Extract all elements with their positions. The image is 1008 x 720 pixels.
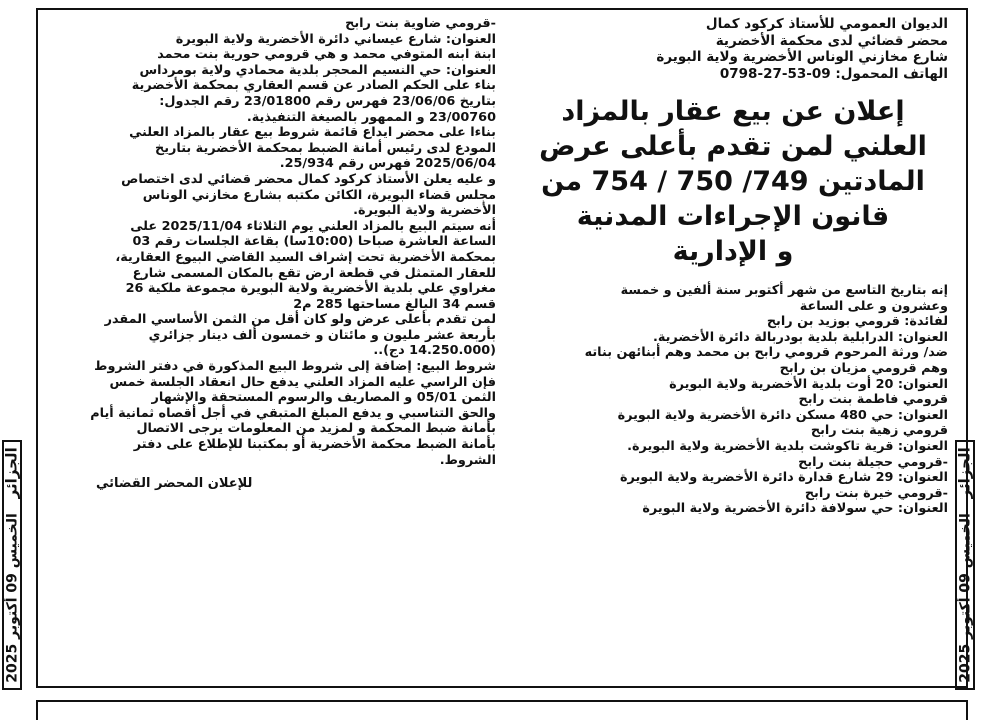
announcement-box — [36, 8, 968, 688]
header-line: الديوان العمومي للأستاذ كركود كمال — [705, 16, 948, 32]
body-line: العنوان: الدرابلية بلدية بودربالة دائرة الأخضرية. — [652, 329, 948, 345]
body-line: العنوان: قرية تاكوشت بلدية الأخضرية ولاية البويرة. — [627, 438, 948, 454]
body-line: لفائدة: قرومي بوزيد بن رابح — [766, 314, 948, 330]
side-strip-left — [2, 440, 22, 690]
body-line: وعشرون و على الساعة — [799, 298, 948, 314]
body-line: (14.250.000 دج).. — [373, 343, 496, 359]
body-line: بمحكمة الأخضرية تحت إشراف السيد القاضي البيوع العقارية، — [115, 249, 496, 265]
title-line: العلني لمن تقدم بأعلى عرض — [539, 131, 927, 162]
body-line: العنوان: شارع عيساني دائرة الأخضرية ولاية البويرة — [175, 31, 496, 47]
body-line: فإن الراسي عليه المزاد العلني يدفع حال انعقاد الجلسة خمس — [109, 374, 496, 390]
body-line: -قرومي حجيلة بنت رابح — [798, 454, 948, 470]
body-line: -قرومي خيرة بنت رابح — [804, 485, 948, 501]
parties-section — [518, 283, 948, 517]
body-line: للعقار المتمثل في قطعة ارض تقع بالمكان المسمى شارع — [132, 265, 496, 281]
body-line: شروط البيع: إضافة إلى شروط البيع المذكورة في دفتر الشروط — [94, 359, 496, 375]
side-strip-left-text — [3, 447, 21, 682]
title-line: و الإدارية — [672, 236, 794, 267]
body-line: الشروط. — [439, 452, 496, 468]
body-line: والحق التناسبي و يدفع المبلغ المتبقي في أجل أقصاه ثمانية أيام — [90, 405, 496, 421]
body-line: بتاريخ 23/06/06 فهرس رقم 23/01800 رقم الجدول: — [159, 93, 496, 109]
body-line: ابنة ابنه المتوفي محمد و هي قرومي حورية بنت محمد — [157, 47, 496, 63]
body-line: العنوان: حي النسيم المحجر بلدية محمادي ولاية بومرداس — [139, 62, 496, 78]
body-line: ضد/ ورثة المرحوم قرومي رابح بن محمد وهم أبنائهن بناته — [584, 345, 948, 361]
body-line: و عليه يعلن الأستاذ كركود كمال محضر قضائي لدى اختصاص — [121, 171, 496, 187]
issue-date: الخميس 09 أكتوبر 2025 — [958, 513, 974, 683]
body-line: قرومي زهية بنت رابح — [810, 423, 948, 439]
body-line: مغراوي علي بلدية الأخضرية ولاية البويرة مجموعة ملكية 26 — [125, 281, 496, 297]
body-line: المودع لدى رئيس أمانة الضبط بمحكمة الأخضرية بتاريخ — [155, 140, 496, 156]
body-line: إنه بتاريخ التاسع من شهر أكتوبر سنة ألفين و خمسة — [620, 283, 948, 298]
newspaper-name: الجزائر — [3, 447, 21, 499]
title-line: المادتين 749/ 750 / 754 من — [541, 166, 925, 197]
body-line: بأربعة عشر مليون و مائتان و خمسون ألف دينار جزائري — [148, 327, 496, 343]
announcement-title — [518, 94, 948, 269]
body-line: -قرومي ضاوية بنت رابح — [345, 16, 496, 31]
body-line: الثمن 05/01 و المصاريف والرسوم المستحقة والإشهار — [151, 390, 496, 406]
body-line: قرومي فاطمة بنت رابح — [798, 392, 948, 408]
header-line: محضر قضائي لدى محكمة الأخضرية — [715, 32, 948, 49]
header-line: الهاتف المحمول: 09-53-27-0798 — [719, 65, 948, 82]
newspaper-name: الجزائر — [956, 447, 974, 499]
right-column — [518, 16, 948, 517]
body-line: العنوان: حي 480 مسكن دائرة الأخضرية ولاية البويرة — [617, 407, 948, 423]
body-line: بأمانة الضبط محكمة الأخضرية أو بمكتبنا للإطلاع على دفتر — [133, 437, 496, 453]
header-line: شارع مخازني الوناس الأخضرية ولاية البويرة — [656, 49, 948, 65]
body-line: لمن تقدم بأعلى عرض ولو كان أقل من الثمن الأساسي المقدر — [104, 312, 496, 328]
body-line: 2025/06/04 فهرس رقم 25/934. — [279, 156, 496, 172]
title-line: قانون الإجراءات المدنية — [576, 201, 890, 232]
body-line: بناء على الحكم الصادر عن قسم العقاري بمحكمة الأخضرية — [131, 78, 496, 94]
office-header — [518, 16, 948, 82]
next-announcement-box — [36, 700, 968, 720]
sale-details-section — [56, 16, 496, 468]
body-line: الساعة العاشرة صباحا (10:00سا) بقاعة الجلسات رقم 03 — [132, 234, 496, 250]
body-line: أنه سيتم البيع بالمزاد العلني يوم الثلاثاء 2025/11/04 على — [130, 218, 496, 234]
signature-line: للإعلان المحضر القضائي — [96, 476, 253, 492]
body-line: بأمانة ضبط المحكمة و لمزيد من المعلومات يرجى الاتصال — [136, 421, 496, 437]
body-line: مجلس قضاء البويرة، الكائن مكتبه بشارع مخازني الوناس — [142, 187, 496, 203]
body-line: بناءا على محضر ايداع قائمة شروط بيع عقار بالمزاد العلني — [129, 125, 496, 141]
body-line: العنوان: 29 شارع قدارة دائرة الأخضرية ولاية البويرة — [619, 470, 948, 486]
issue-date: الخميس 09 أكتوبر 2025 — [5, 513, 21, 683]
body-line: الأخضرية ولاية البويرة. — [353, 203, 496, 219]
body-line: العنوان: حي سولافة دائرة الأخضرية ولاية البويرة — [642, 501, 948, 517]
body-line: قسم 34 البالغ مساحتها 285 م2 — [293, 296, 496, 312]
left-column — [56, 16, 496, 491]
title-line: إعلان عن بيع عقار بالمزاد — [561, 96, 905, 127]
body-line: العنوان: 20 أوت بلدية الأخضرية ولاية البويرة — [669, 376, 948, 392]
body-line: 23/00760 و الممهور بالصيغة التنفيذية. — [246, 109, 496, 125]
body-line: وهم قرومي مزيان بن رابح — [779, 360, 948, 376]
